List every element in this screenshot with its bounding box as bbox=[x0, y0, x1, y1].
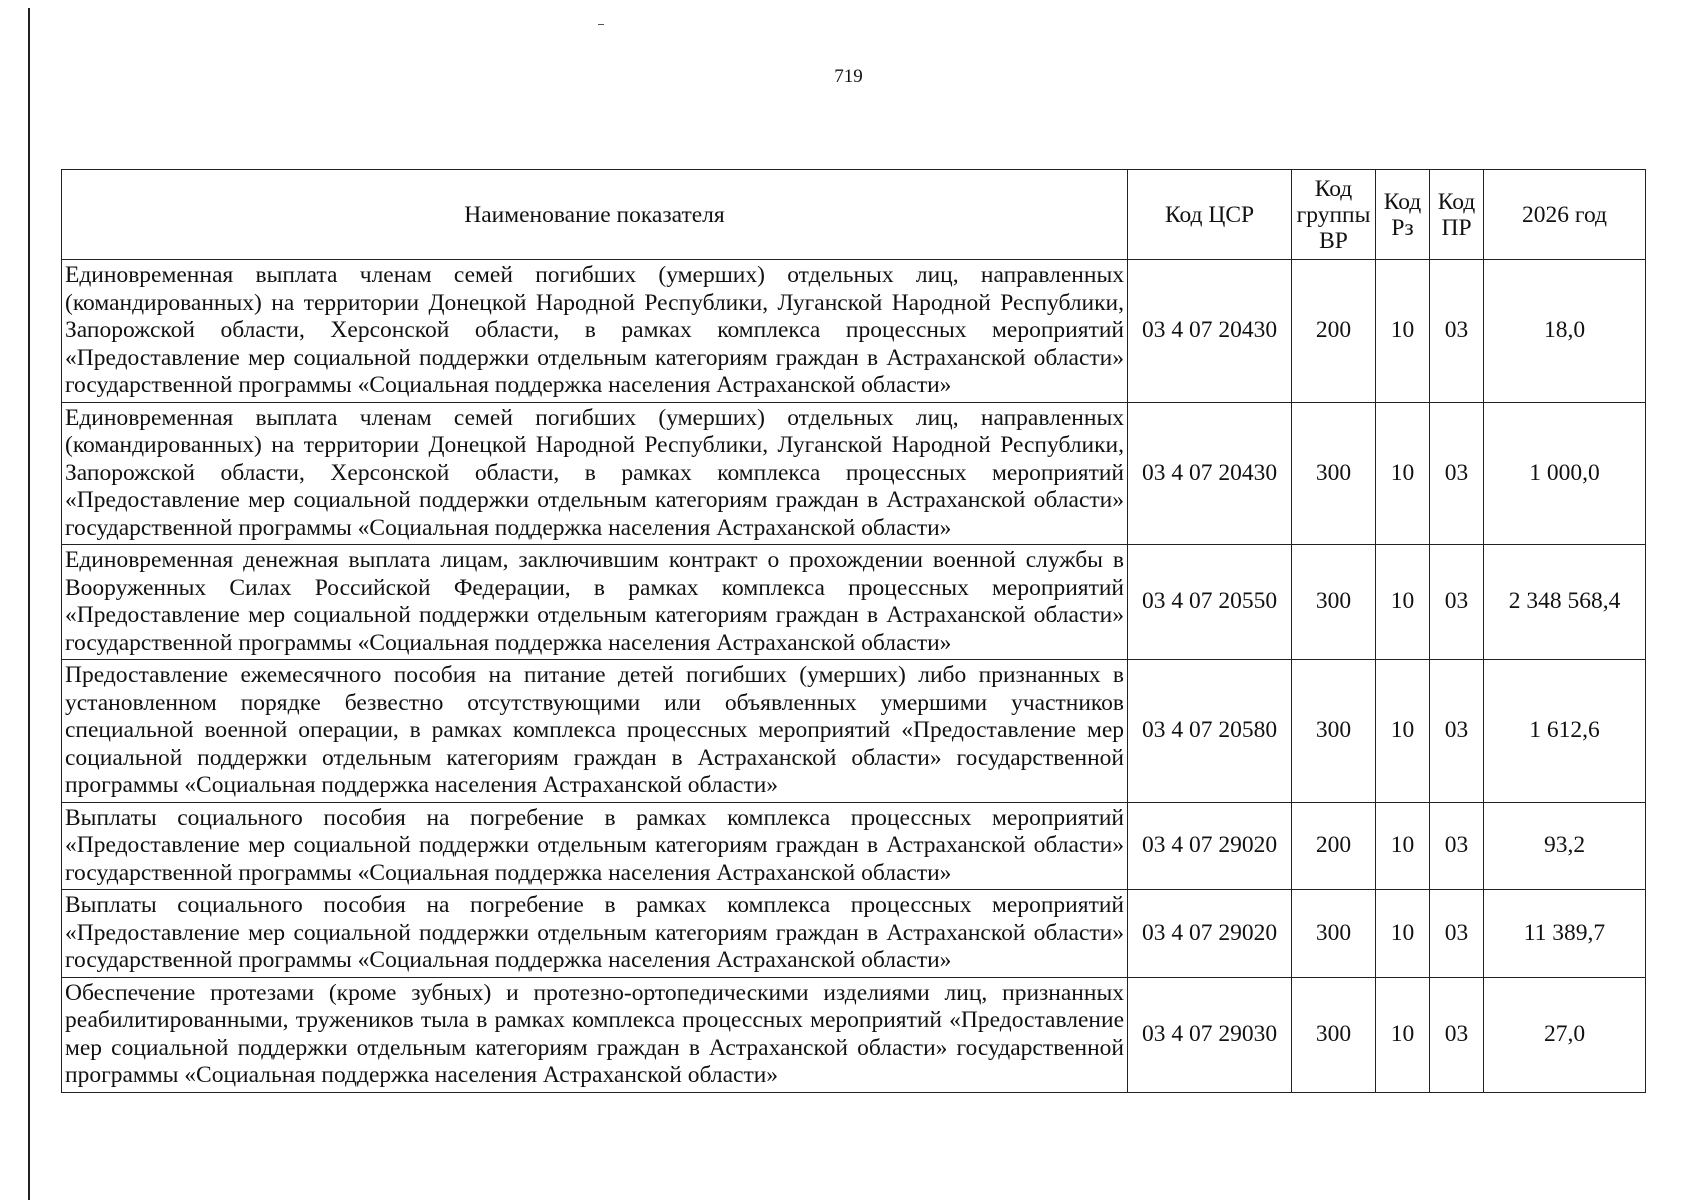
table-row bbox=[62, 890, 1646, 978]
header-rz-code: Код Рз bbox=[1376, 170, 1430, 260]
header-year: 2026 год bbox=[1484, 170, 1646, 260]
row-name: Выплаты социального пособия на погребение в рамках комплекса процессных мероприятий «Предоставление мер социальной поддержки отдельным категориям граждан в Астраханской области» государственной программы «Социальная поддержка населения Астраханской области» bbox=[62, 802, 1128, 890]
row-vr-code: 300 bbox=[1292, 977, 1376, 1092]
row-rz-code: 10 bbox=[1376, 802, 1430, 890]
table-row bbox=[62, 402, 1646, 545]
row-amount: 18,0 bbox=[1484, 260, 1646, 403]
table-row bbox=[62, 660, 1646, 803]
row-name: Единовременная денежная выплата лицам, заключившим контракт о прохождении военной службы в Вооруженных Силах Российской Федерации, в рамках комплекса процессных мероприятий «Предоставление мер социальной поддержки отдельным категориям граждан в Астраханской области» государственной программы «Социальная поддержка населения Астраханской области» bbox=[62, 545, 1128, 660]
row-rz-code: 10 bbox=[1376, 977, 1430, 1092]
row-rz-code: 10 bbox=[1376, 402, 1430, 545]
header-vr-code: Код группы ВР bbox=[1292, 170, 1376, 260]
row-vr-code: 300 bbox=[1292, 402, 1376, 545]
row-rz-code: 10 bbox=[1376, 890, 1430, 978]
row-csr-code: 03 4 07 29030 bbox=[1128, 977, 1292, 1092]
budget-table bbox=[61, 169, 1646, 1093]
row-vr-code: 300 bbox=[1292, 545, 1376, 660]
row-rz-code: 10 bbox=[1376, 545, 1430, 660]
row-vr-code: 200 bbox=[1292, 802, 1376, 890]
row-amount: 1 000,0 bbox=[1484, 402, 1646, 545]
row-name: Единовременная выплата членам семей погибших (умерших) отдельных лиц, направленных (командированных) на территории Донецкой Народной Республики, Луганской Народной Республики, Запорожской области, Херсонской области, в рамках комплекса процессных мероприятий «Предоставление мер социальной поддержки отдельным категориям граждан в Астраханской области» государственной программы «Социальная поддержка населения Астраханской области» bbox=[62, 402, 1128, 545]
scan-edge-line bbox=[28, 8, 30, 1200]
header-name: Наименование показателя bbox=[62, 170, 1128, 260]
row-csr-code: 03 4 07 20580 bbox=[1128, 660, 1292, 803]
table-row bbox=[62, 260, 1646, 403]
table-row bbox=[62, 977, 1646, 1092]
row-pr-code: 03 bbox=[1430, 890, 1484, 978]
header-csr-code: Код ЦСР bbox=[1128, 170, 1292, 260]
row-csr-code: 03 4 07 20430 bbox=[1128, 260, 1292, 403]
row-name: Предоставление ежемесячного пособия на питание детей погибших (умерших) либо признанных в установленном порядке безвестно отсутствующими или объявленных умершими участников специальной военной операции, в рамках комплекса процессных мероприятий «Предоставление мер социальной поддержки отдельным категориям граждан в Астраханской области» государственной программы «Социальная поддержка населения Астраханской области» bbox=[62, 660, 1128, 803]
row-name: Выплаты социального пособия на погребение в рамках комплекса процессных мероприятий «Предоставление мер социальной поддержки отдельным категориям граждан в Астраханской области» государственной программы «Социальная поддержка населения Астраханской области» bbox=[62, 890, 1128, 978]
row-pr-code: 03 bbox=[1430, 802, 1484, 890]
row-rz-code: 10 bbox=[1376, 660, 1430, 803]
table-header-row bbox=[62, 170, 1646, 260]
row-rz-code: 10 bbox=[1376, 260, 1430, 403]
row-csr-code: 03 4 07 29020 bbox=[1128, 890, 1292, 978]
row-amount: 27,0 bbox=[1484, 977, 1646, 1092]
table-row bbox=[62, 802, 1646, 890]
row-amount: 1 612,6 bbox=[1484, 660, 1646, 803]
row-csr-code: 03 4 07 29020 bbox=[1128, 802, 1292, 890]
row-pr-code: 03 bbox=[1430, 545, 1484, 660]
scan-speck bbox=[598, 24, 604, 25]
row-vr-code: 200 bbox=[1292, 260, 1376, 403]
table-row bbox=[62, 545, 1646, 660]
row-vr-code: 300 bbox=[1292, 890, 1376, 978]
row-pr-code: 03 bbox=[1430, 260, 1484, 403]
row-amount: 93,2 bbox=[1484, 802, 1646, 890]
row-pr-code: 03 bbox=[1430, 977, 1484, 1092]
row-pr-code: 03 bbox=[1430, 660, 1484, 803]
row-name: Обеспечение протезами (кроме зубных) и протезно-ортопедическими изделиями лиц, признанных реабилитированными, тружеников тыла в рамках комплекса процессных мероприятий «Предоставление мер социальной поддержки отдельным категориям граждан в Астраханской области» государственной программы «Социальная поддержка населения Астраханской области» bbox=[62, 977, 1128, 1092]
row-pr-code: 03 bbox=[1430, 402, 1484, 545]
row-amount: 2 348 568,4 bbox=[1484, 545, 1646, 660]
row-csr-code: 03 4 07 20550 bbox=[1128, 545, 1292, 660]
page-number: 719 bbox=[834, 66, 863, 87]
row-amount: 11 389,7 bbox=[1484, 890, 1646, 978]
row-vr-code: 300 bbox=[1292, 660, 1376, 803]
header-pr-code: Код ПР bbox=[1430, 170, 1484, 260]
row-csr-code: 03 4 07 20430 bbox=[1128, 402, 1292, 545]
row-name: Единовременная выплата членам семей погибших (умерших) отдельных лиц, направленных (командированных) на территории Донецкой Народной Республики, Луганской Народной Республики, Запорожской области, Херсонской области, в рамках комплекса процессных мероприятий «Предоставление мер социальной поддержки отдельным категориям граждан в Астраханской области» государственной программы «Социальная поддержка населения Астраханской области» bbox=[62, 260, 1128, 403]
